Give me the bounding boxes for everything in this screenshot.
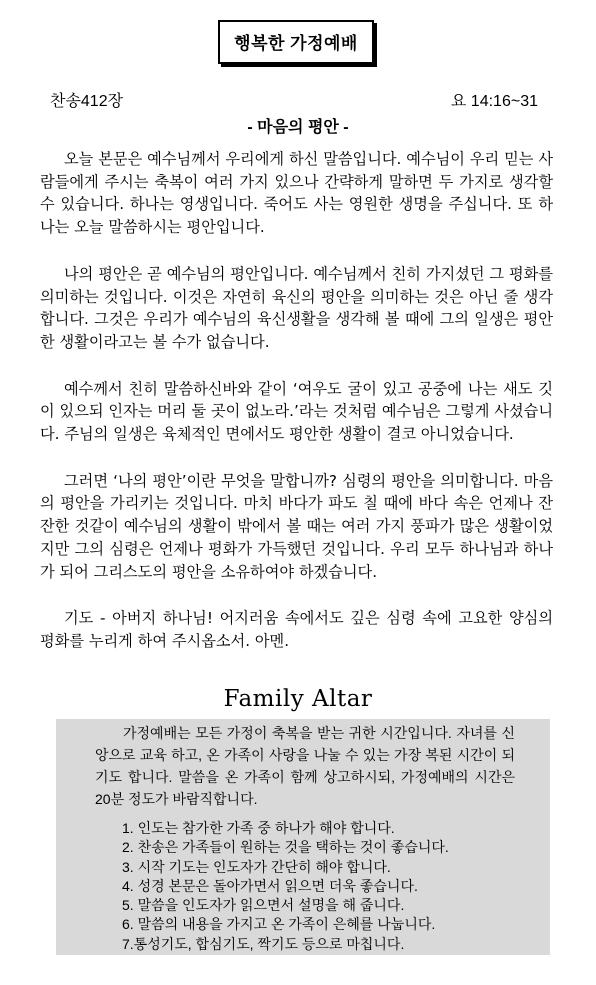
rule-item: 1. 인도는 참가한 가족 중 하나가 해야 합니다. bbox=[122, 820, 395, 836]
family-altar-intro: 가정예배는 모든 가정이 축복을 받는 귀한 시간입니다. 자녀를 신앙으로 교육 하고, 온 가족이 사랑을 나눌 수 있는 가장 복된 시간이 되기도 합니다. 말씀을 온 가족이 함께 상고하시되, 가정예배의 시간은 20분 정도가 바람직합니다. bbox=[95, 725, 515, 807]
sermon-subtitle: - 마음의 평안 - bbox=[247, 119, 349, 136]
hymn-number: 찬송412장 bbox=[50, 93, 124, 110]
meta-row bbox=[50, 88, 538, 110]
family-altar-title: Family Altar bbox=[223, 686, 373, 712]
sermon-paragraph-1: 오늘 본문은 예수님께서 우리에게 하신 말씀입니다. 예수님이 우리 믿는 사람들에게 주시는 축복이 여러 가지 있으나 간략하게 말하면 두 가지로 생각할 수 있습니다. 하나는 영생입니다. 죽어도 사는 영원한 생명을 주십니다. 또 하나는 오늘 말씀하시는 평안입니다. bbox=[40, 150, 553, 237]
rule-item: 6. 말씀의 내용을 가지고 온 가족이 은혜를 나눕니다. bbox=[122, 916, 436, 933]
rule-item: 5. 말씀을 인도자가 읽으면서 설명을 해 줍니다. bbox=[122, 897, 405, 914]
family-altar-intro-wrap bbox=[95, 722, 515, 810]
sermon-paragraph-4: 그러면 ‘나의 평안’이란 무엇을 말합니까? 심령의 평안을 의미합니다. 마음의 평안을 가리키는 것입니다. 마치 바다가 파도 칠 때에 바다 속은 언제나 잔잔한 것같이 예수님의 생활이 밖에서 볼 때는 여러 가지 풍파가 많은 생활이었지만 그의 심령은 언제나 평화가 가득했던 것입니다. 우리 모두 하나님과 하나가 되어 그리스도의 평안을 소유하여야 하겠습니다. bbox=[40, 471, 553, 581]
sermon-body bbox=[40, 148, 553, 653]
rule-item: 7.통성기도, 합심기도, 짝기도 등으로 마칩니다. bbox=[122, 935, 405, 952]
sermon-paragraph-3: 예수께서 친히 말씀하신바와 같이 ‘여우도 굴이 있고 공중에 나는 새도 깃이 있으되 인자는 머리 둘 곳이 없노라.’라는 것처럼 예수님은 그렇게 사셨습니다. 주님의 일생은 육체적인 면에서도 평안한 생활이 결코 아니었습니다. bbox=[40, 379, 553, 444]
rule-item: 4. 성경 본문은 돌아가면서 읽으면 더욱 좋습니다. bbox=[122, 877, 418, 894]
sermon-paragraph-2: 나의 평안은 곧 예수님의 평안입니다. 예수님께서 친히 가지셨던 그 평화를 의미하는 것입니다. 이것은 자연히 육신의 평안을 의미하는 것은 아닌 줄 생각합니다. 그것은 우리가 예수님의 육신생활을 생각해 볼 때에 그의 일생은 평안한 생활이라고는 볼 수가 없습니다. bbox=[40, 264, 553, 351]
page-title: 행복한 가정예배 bbox=[218, 20, 374, 64]
rule-item: 2. 찬송은 가족들이 원하는 것을 택하는 것이 좋습니다. bbox=[122, 839, 449, 856]
family-altar-box bbox=[56, 719, 550, 955]
rule-item: 3. 시작 기도는 인도자가 간단히 해야 합니다. bbox=[122, 858, 391, 875]
title-area bbox=[0, 20, 596, 64]
scripture-reference: 요 14:16~31 bbox=[450, 93, 538, 110]
family-altar-rules bbox=[122, 819, 449, 954]
prayer-paragraph: 기도 - 아버지 하나님! 어지러움 속에서도 깊은 심령 속에 고요한 양심의 평화를 누리게 하여 주시옵소서. 아멘. bbox=[40, 609, 553, 650]
